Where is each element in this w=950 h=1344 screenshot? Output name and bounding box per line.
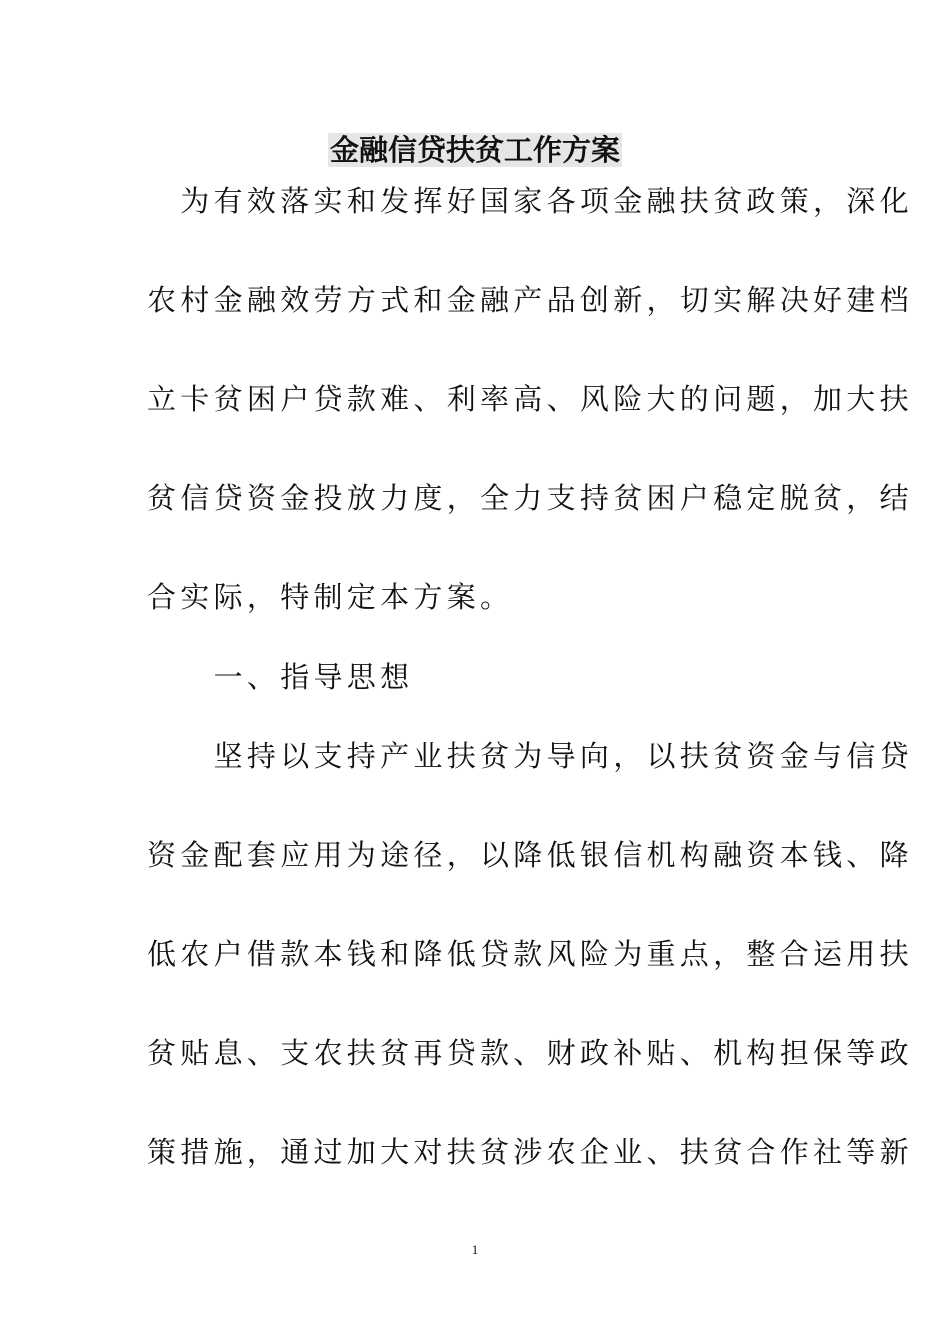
paragraph-line: 贫贴息、支农扶贫再贷款、财政补贴、机构担保等政 xyxy=(147,1036,913,1070)
page-number: 1 xyxy=(471,1242,479,1257)
paragraph-line: 农村金融效劳方式和金融产品创新，切实解决好建档 xyxy=(147,283,913,317)
paragraph-line: 坚持以支持产业扶贫为导向，以扶贫资金与信贷 xyxy=(147,739,913,773)
paragraph-line: 低农户借款本钱和降低贷款风险为重点，整合运用扶 xyxy=(147,937,913,971)
paragraph-line: 立卡贫困户贷款难、利率高、风险大的问题，加大扶 xyxy=(147,382,913,416)
section-heading: 一、指导思想 xyxy=(147,660,414,694)
paragraph-line: 资金配套应用为途径，以降低银信机构融资本钱、降 xyxy=(147,838,913,872)
paragraph-line: 为有效落实和发挥好国家各项金融扶贫政策，深化 xyxy=(147,184,913,218)
paragraph-line: 贫信贷资金投放力度，全力支持贫困户稳定脱贫，结 xyxy=(147,481,913,515)
document-title: 金融信贷扶贫工作方案 xyxy=(329,133,620,167)
paragraph-line: 策措施，通过加大对扶贫涉农企业、扶贫合作社等新 xyxy=(147,1135,913,1169)
paragraph-line: 合实际，特制定本方案。 xyxy=(147,580,514,614)
